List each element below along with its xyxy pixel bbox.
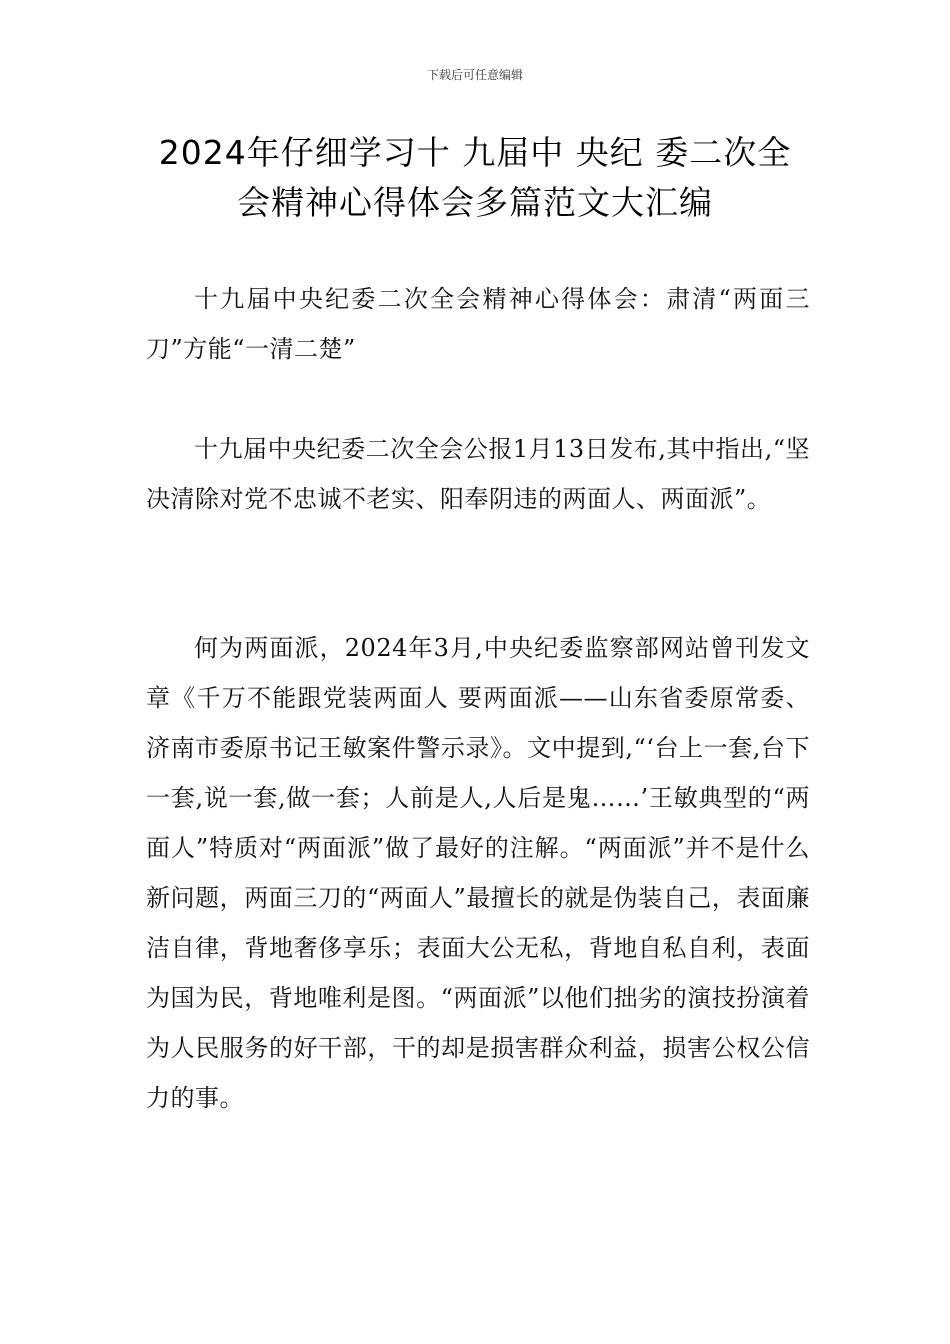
body-paragraph-2 xyxy=(146,424,810,524)
body-paragraph-3 xyxy=(146,623,810,1123)
title-line-1: 2024年仔细学习十 九届中 央纪 委二次全 xyxy=(158,133,792,172)
paragraph-text: 十九届中央纪委二次全会精神心得体会：肃清“两面三刀”方能“一清二楚” xyxy=(146,285,810,363)
body-paragraph-1 xyxy=(146,274,810,374)
paragraph-text: 十九届中央纪委二次全会公报1月13日发布,其中指出,“坚决清除对党不忠诚不老实、阳奉阴违的两面人、两面派”。 xyxy=(146,435,810,513)
paragraph-text: 何为两面派，2024年3月,中央纪委监察部网站曾刊发文章《千万不能跟党装两面人 要两面派——山东省委原常委、济南市委原书记王敏案件警示录》。文中提到,“‘台上一套,台下一套,说一套,做一套；人前是人,人后是鬼……’王敏典型的“两面人”特质对“两面派”做了最好的注解。“两面派”并不是什么新问题，两面三刀的“两面人”最擅长的就是伪装自己，表面廉洁自律，背地奢侈享乐；表面大公无私，背地自私自利，表面为国为民，背地唯利是图。“两面派”以他们拙劣的演技扮演着为人民服务的好干部，干的却是损害群众利益，损害公权公信力的事。 xyxy=(146,634,810,1112)
title-line-2: 会精神心得体会多篇范文大汇编 xyxy=(237,183,713,222)
header-note: 下载后可任意编辑 xyxy=(426,68,523,82)
document-title xyxy=(130,128,820,228)
